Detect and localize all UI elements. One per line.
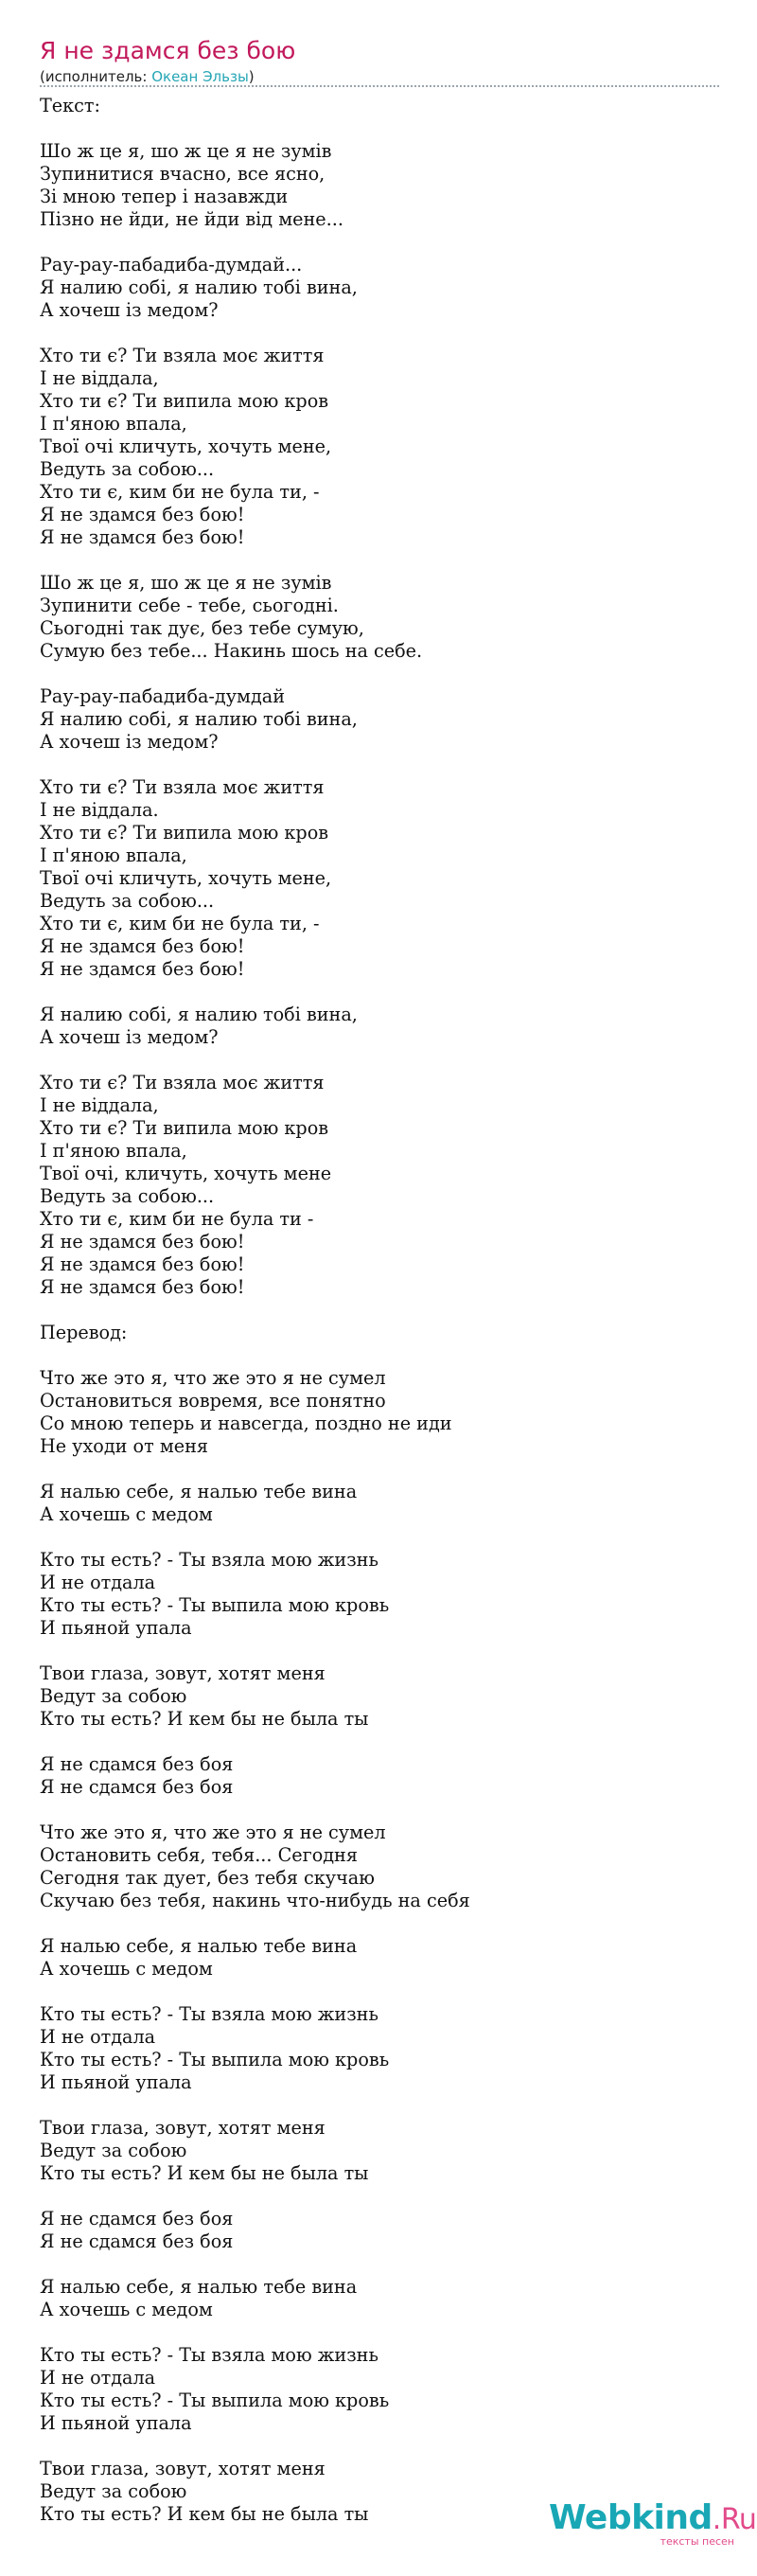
artist-line [40, 66, 719, 87]
lyric-line: Хто ти є? Ти взяла моє життя [40, 345, 325, 366]
lyric-line: Со мною теперь и навсегда, поздно не иди [40, 1412, 452, 1434]
lyric-line: Ведуть за собою... [40, 458, 215, 480]
lyric-line: І п'яною впала, [40, 844, 187, 866]
lyric-line: Рау-рау-пабадиба-думдай [40, 685, 285, 707]
blank-line [40, 1912, 719, 1935]
lyric-line: И пьяной упала [40, 2412, 192, 2434]
blank-line [40, 2435, 719, 2458]
lyric-line: Не уходи от меня [40, 1435, 208, 1457]
blank-line [40, 117, 719, 140]
blank-line [40, 1799, 719, 1821]
blank-line [40, 549, 719, 572]
lyric-line: Твои глаза, зовут, хотят меня [40, 2117, 326, 2139]
lyric-line: Я налию собі, я налию тобі вина, [40, 708, 358, 730]
lyric-line: Зі мною тепер і назавжди [40, 186, 289, 207]
lyric-line: Твои глаза, зовут, хотят меня [40, 1662, 326, 1684]
header-divider [40, 85, 719, 87]
lyric-line: Зупинитися вчасно, все ясно, [40, 163, 326, 185]
blank-line [40, 2253, 719, 2276]
blank-line [40, 663, 719, 685]
lyric-line: Кто ты есть? - Ты выпила мою кровь [40, 2389, 390, 2411]
song-title: Я не здамся без бою [40, 37, 296, 64]
lyric-line: Кто ты есть? И кем бы не была ты [40, 2503, 369, 2525]
lyric-line: Я не сдамся без боя [40, 1776, 234, 1798]
lyric-line: Хто ти є? Ти випила мою кров [40, 822, 329, 844]
blank-line [40, 2094, 719, 2117]
lyric-line: Я налию собі, я налию тобі вина, [40, 276, 358, 298]
lyric-line: Сьогодні так дує, без тебе сумую, [40, 617, 364, 639]
lyrics-text [40, 95, 719, 2526]
lyric-line: Шо ж це я, шо ж це я не зумів [40, 140, 332, 162]
lyric-line: Хто ти є, ким би не була ти - [40, 1208, 314, 1230]
lyric-line: І не віддала. [40, 799, 159, 821]
lyric-line: Твои глаза, зовут, хотят меня [40, 2458, 326, 2479]
lyric-line: А хочеш із медом? [40, 299, 219, 321]
lyric-line: Хто ти є? Ти взяла моє життя [40, 1072, 325, 1093]
lyric-line: Кто ты есть? И кем бы не была ты [40, 1708, 369, 1730]
logo-name: Webkind [549, 2498, 713, 2537]
lyric-line: А хочеш із медом? [40, 1026, 219, 1048]
lyric-line: Шо ж це я, шо ж це я не зумів [40, 572, 332, 594]
lyric-line: Твої очі кличуть, хочуть мене, [40, 435, 332, 457]
lyric-line: Текст: [40, 95, 100, 116]
lyric-line: И пьяной упала [40, 1617, 192, 1639]
lyric-line: Я не здамся без бою! [40, 504, 245, 525]
lyric-line: Кто ты есть? И кем бы не была ты [40, 2162, 369, 2184]
lyric-line: Перевод: [40, 1322, 128, 1343]
blank-line [40, 1981, 719, 2003]
lyric-line: Я не сдамся без боя [40, 2208, 234, 2230]
lyric-line: Я не здамся без бою! [40, 526, 245, 548]
lyric-line: А хочеш із медом? [40, 731, 219, 753]
lyric-line: І п'яною впала, [40, 413, 187, 435]
lyric-line: Ведуть за собою... [40, 1185, 215, 1207]
lyric-line: Я не сдамся без боя [40, 1753, 234, 1775]
lyric-line: Кто ты есть? - Ты взяла мою жизнь [40, 2344, 378, 2366]
blank-line [40, 322, 719, 345]
lyric-line: Хто ти є? Ти взяла моє життя [40, 776, 325, 798]
logo-tagline: тексты песен [660, 2535, 734, 2548]
lyric-line: Я налию собі, я налию тобі вина, [40, 1004, 358, 1025]
lyric-line: Ведут за собою [40, 2140, 187, 2161]
lyric-line: Я не здамся без бою! [40, 958, 245, 980]
lyric-line: Остановить себя, тебя... Сегодня [40, 1844, 358, 1866]
lyric-line: Сегодня так дует, без тебя скучаю [40, 1867, 375, 1889]
lyric-line: А хочешь с медом [40, 1503, 213, 1525]
lyric-line: Я налью себе, я налью тебе вина [40, 2276, 358, 2298]
lyric-line: Хто ти є? Ти випила мою кров [40, 390, 329, 412]
blank-line [40, 1344, 719, 1367]
lyric-line: Ведут за собою [40, 2480, 187, 2502]
lyric-line: А хочешь с медом [40, 1958, 213, 1980]
lyric-line: Пізно не йди, не йди від мене... [40, 208, 343, 230]
lyric-line: Я не здамся без бою! [40, 1231, 245, 1252]
lyric-line: Что же это я, что же это я не сумел [40, 1821, 386, 1843]
artist-link[interactable]: Океан Эльзы [151, 68, 249, 85]
blank-line [40, 1640, 719, 1662]
lyric-line: И не отдала [40, 2367, 156, 2389]
blank-line [40, 1731, 719, 1753]
lyric-line: Рау-рау-пабадиба-думдай... [40, 254, 303, 275]
blank-line [40, 1458, 719, 1481]
lyric-line: Кто ты есть? - Ты взяла мою жизнь [40, 1549, 378, 1571]
lyric-line: Скучаю без тебя, накинь что-нибудь на себя [40, 1890, 470, 1911]
blank-line [40, 1299, 719, 1322]
blank-line [40, 2321, 719, 2344]
lyric-line: Я не здамся без бою! [40, 1276, 245, 1298]
blank-line [40, 231, 719, 254]
lyric-line: Я налью себе, я налью тебе вина [40, 1935, 358, 1957]
lyric-line: И не отдала [40, 1572, 156, 1593]
logo-wordmark [549, 2498, 757, 2539]
lyric-line: Хто ти є? Ти випила мою кров [40, 1117, 329, 1139]
lyric-line: И не отдала [40, 2026, 156, 2048]
lyric-line: Твої очі, кличуть, хочуть мене [40, 1163, 332, 1184]
lyric-line: І п'яною впала, [40, 1140, 187, 1162]
lyric-line: Кто ты есть? - Ты взяла мою жизнь [40, 2003, 378, 2025]
lyric-line: Ведуть за собою... [40, 890, 215, 912]
lyric-line: Сумую без тебе... Накинь шось на себе. [40, 640, 423, 662]
lyric-line: Твої очі кличуть, хочуть мене, [40, 867, 332, 889]
blank-line [40, 981, 719, 1004]
lyric-line: Кто ты есть? - Ты выпила мою кровь [40, 1594, 390, 1616]
lyric-line: Я не здамся без бою! [40, 935, 245, 957]
blank-line [40, 754, 719, 776]
logo-tld: .Ru [712, 2503, 757, 2536]
lyric-line: І не віддала, [40, 1094, 159, 1116]
lyric-line: Остановиться вовремя, все понятно [40, 1390, 386, 1412]
blank-line [40, 2185, 719, 2208]
lyric-line: Я не сдамся без боя [40, 2230, 234, 2252]
blank-line [40, 1049, 719, 1072]
blank-line [40, 1526, 719, 1549]
lyric-line: Что же это я, что же это я не сумел [40, 1367, 386, 1389]
lyric-line: Хто ти є, ким би не була ти, - [40, 913, 320, 934]
lyric-line: Я не здамся без бою! [40, 1253, 245, 1275]
site-logo[interactable] [549, 2498, 757, 2556]
artist-prefix: (исполнитель: [40, 68, 152, 85]
lyric-line: А хочешь с медом [40, 2299, 213, 2320]
lyric-line: Зупинити себе - тебе, сьогодні. [40, 595, 339, 616]
lyric-line: Хто ти є, ким би не була ти, - [40, 481, 320, 503]
lyric-line: Кто ты есть? - Ты выпила мою кровь [40, 2049, 390, 2070]
lyric-line: І не віддала, [40, 367, 159, 389]
lyric-line: И пьяной упала [40, 2071, 192, 2093]
lyric-line: Ведут за собою [40, 1685, 187, 1707]
song-header [40, 36, 719, 87]
artist-suffix: ) [248, 68, 255, 85]
lyric-line: Я налью себе, я налью тебе вина [40, 1481, 358, 1502]
